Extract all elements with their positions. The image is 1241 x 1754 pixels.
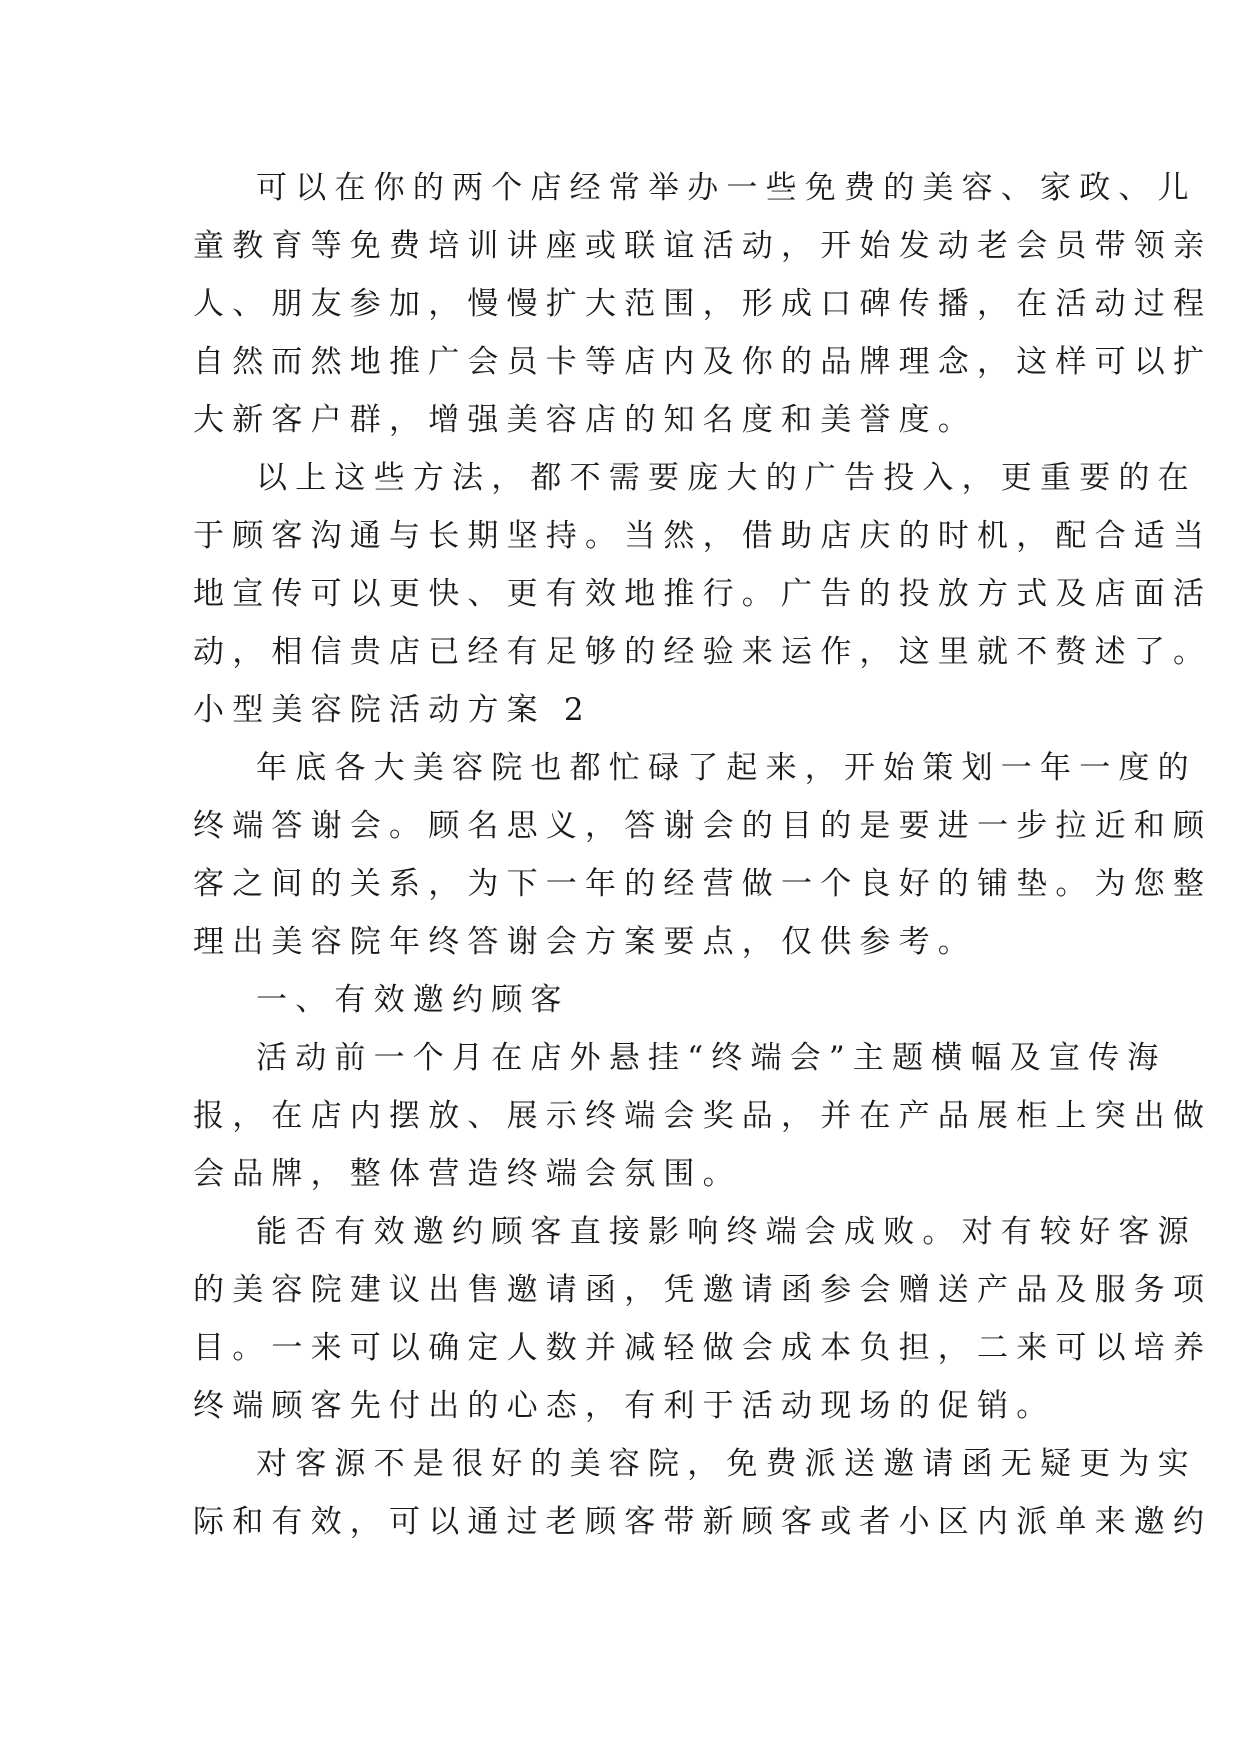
paragraph-line: 自然而然地推广会员卡等店内及你的品牌理念，这样可以扩 (193, 344, 1213, 380)
paragraph-line: 大新客户群，增强美容店的知名度和美誉度。 (193, 402, 977, 438)
paragraph-line: 理出美容院年终答谢会方案要点，仅供参考。 (193, 924, 977, 960)
section-title: 小型美容院活动方案 2 (193, 692, 592, 728)
subsection-heading: 一、有效邀约顾客 (256, 982, 570, 1018)
paragraph-line: 会品牌，整体营造终端会氛围。 (193, 1156, 742, 1192)
paragraph-line: 动，相信贵店已经有足够的经验来运作，这里就不赘述了。 (193, 634, 1213, 670)
paragraph-line: 年底各大美容院也都忙碌了起来，开始策划一年一度的 (256, 750, 1197, 786)
paragraph-line: 对客源不是很好的美容院，免费派送邀请函无疑更为实 (256, 1446, 1197, 1482)
paragraph-line: 可以在你的两个店经常举办一些免费的美容、家政、儿 (256, 170, 1197, 206)
paragraph-line: 的美容院建议出售邀请函，凭邀请函参会赠送产品及服务项 (193, 1272, 1213, 1308)
paragraph-line: 终端答谢会。顾名思义，答谢会的目的是要进一步拉近和顾 (193, 808, 1213, 844)
paragraph-line: 以上这些方法，都不需要庞大的广告投入，更重要的在 (256, 460, 1197, 496)
paragraph-line: 报，在店内摆放、展示终端会奖品，并在产品展柜上突出做 (193, 1098, 1213, 1134)
paragraph-line: 目。一来可以确定人数并减轻做会成本负担，二来可以培养 (193, 1330, 1213, 1366)
paragraph-line: 地宣传可以更快、更有效地推行。广告的投放方式及店面活 (193, 576, 1213, 612)
paragraph-line: 际和有效，可以通过老顾客带新顾客或者小区内派单来邀约 (193, 1504, 1213, 1540)
paragraph-line: 童教育等免费培训讲座或联谊活动，开始发动老会员带领亲 (193, 228, 1213, 264)
paragraph-line: 于顾客沟通与长期坚持。当然，借助店庆的时机，配合适当 (193, 518, 1213, 554)
paragraph-line: 活动前一个月在店外悬挂“终端会”主题横幅及宣传海 (256, 1040, 1167, 1076)
paragraph-line: 客之间的关系，为下一年的经营做一个良好的铺垫。为您整 (193, 866, 1213, 902)
paragraph-line: 终端顾客先付出的心态，有利于活动现场的促销。 (193, 1388, 1056, 1424)
paragraph-line: 人、朋友参加，慢慢扩大范围，形成口碑传播，在活动过程 (193, 286, 1213, 322)
paragraph-line: 能否有效邀约顾客直接影响终端会成败。对有较好客源 (256, 1214, 1197, 1250)
